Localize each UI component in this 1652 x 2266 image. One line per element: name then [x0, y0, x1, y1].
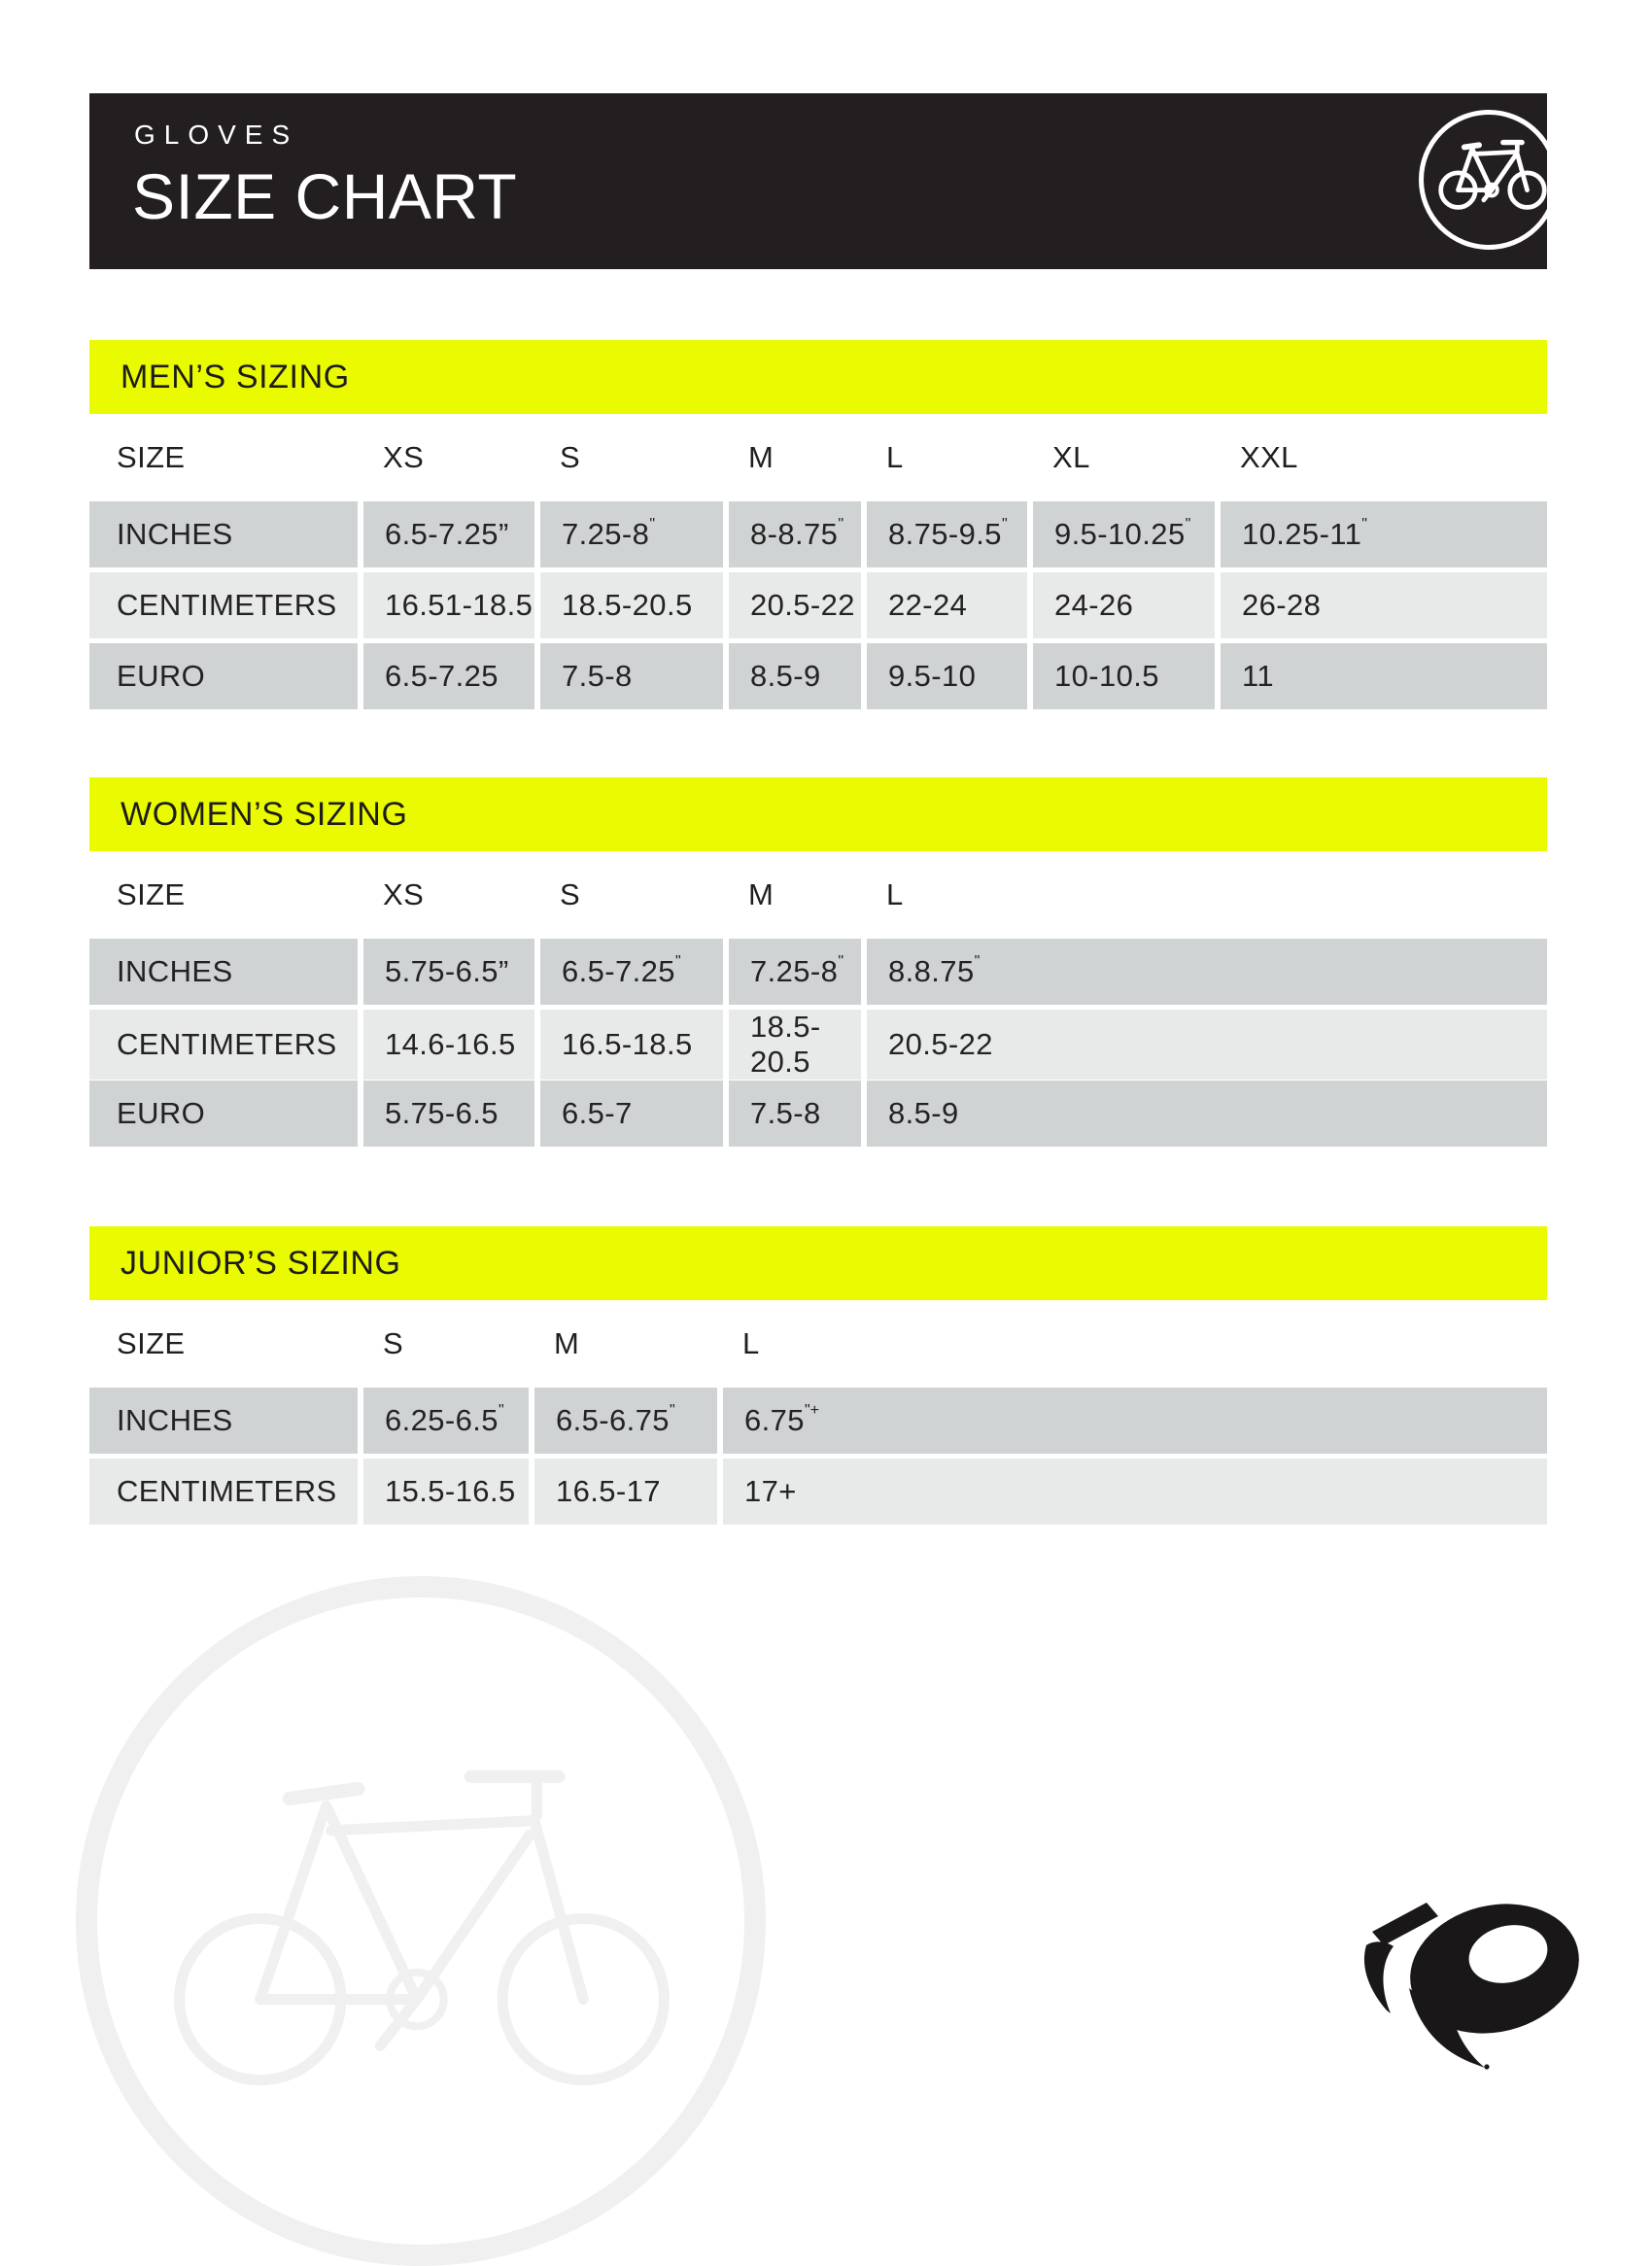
size-value-cell: 6.5-7.25: [363, 643, 534, 709]
size-value-cell: 10-10.5: [1033, 643, 1215, 709]
size-value-cell: 18.5-20.5: [540, 572, 723, 638]
size-value-cell: 8-8.75 ": [729, 501, 861, 567]
section-title: MEN’S SIZING: [120, 358, 350, 395]
section-title: WOMEN’S SIZING: [120, 795, 408, 833]
size-value-cell: 7.5-8: [729, 1081, 861, 1147]
pearl-izumi-logo: [1360, 1895, 1584, 2072]
row-label: EURO: [89, 1081, 358, 1147]
column-header-l: L: [886, 440, 904, 474]
size-value-cell: 18.5-20.5: [729, 1010, 861, 1080]
size-value-cell: 8.8.75 ": [867, 939, 1547, 1005]
size-value-cell: 5.75-6.5”: [363, 939, 534, 1005]
column-header-m: M: [554, 1326, 580, 1360]
row-label: CENTIMETERS: [89, 572, 358, 638]
table-row-euro: [89, 1081, 1547, 1147]
size-value-cell: 16.51-18.5: [363, 572, 534, 638]
size-chart-content: [89, 269, 1547, 1525]
column-header-xs: XS: [383, 877, 425, 911]
size-header-row: [89, 851, 1547, 939]
row-label: CENTIMETERS: [89, 1459, 358, 1525]
size-value-cell: 20.5-22: [729, 572, 861, 638]
row-label: CENTIMETERS: [89, 1010, 358, 1080]
size-value-cell: 26-28: [1221, 572, 1547, 638]
column-header-m: M: [748, 877, 774, 911]
size-value-cell: 7.25-8 ": [540, 501, 723, 567]
size-value-cell: 17+: [723, 1459, 1547, 1525]
bicycle-icon: [1438, 134, 1547, 212]
column-header-s: S: [383, 1326, 404, 1360]
row-label: INCHES: [89, 939, 358, 1005]
table-row-euro: [89, 643, 1547, 709]
size-value-cell: 6.75 "+: [723, 1388, 1547, 1454]
column-header-m: M: [748, 440, 774, 474]
size-value-cell: 8.5-9: [729, 643, 861, 709]
size-value-cell: 11: [1221, 643, 1547, 709]
size-value-cell: 6.5-7: [540, 1081, 723, 1147]
section-title: JUNIOR’S SIZING: [120, 1244, 401, 1282]
section-header-juniors: [89, 1226, 1547, 1300]
juniors-sizing-section: [89, 1226, 1547, 1525]
table-row-centimeters: [89, 572, 1547, 638]
size-value-cell: 22-24: [867, 572, 1027, 638]
size-value-cell: 6.5-7.25 ": [540, 939, 723, 1005]
size-value-cell: 20.5-22: [867, 1010, 1547, 1080]
table-row-centimeters: [89, 1010, 1547, 1079]
size-value-cell: 16.5-18.5: [540, 1010, 723, 1080]
header-kicker: GLOVES: [134, 120, 299, 150]
header-banner: [89, 93, 1547, 269]
column-header-s: S: [560, 440, 581, 474]
size-table: [89, 501, 1547, 709]
column-header-l: L: [742, 1326, 760, 1360]
womens-sizing-section: [89, 777, 1547, 1147]
size-table: [89, 939, 1547, 1147]
table-row-centimeters: [89, 1459, 1547, 1525]
size-value-cell: 6.25-6.5 ": [363, 1388, 529, 1454]
column-header-l: L: [886, 877, 904, 911]
size-value-cell: 6.5-6.75 ": [534, 1388, 717, 1454]
size-value-cell: 5.75-6.5: [363, 1081, 534, 1147]
size-table: [89, 1388, 1547, 1525]
size-value-cell: 7.25-8 ": [729, 939, 861, 1005]
size-value-cell: 15.5-16.5: [363, 1459, 529, 1525]
table-row-inches: [89, 939, 1547, 1005]
page-title: SIZE CHART: [132, 160, 518, 232]
table-row-inches: [89, 501, 1547, 567]
bicycle-watermark-icon: [167, 1737, 676, 2100]
row-label: EURO: [89, 643, 358, 709]
column-header-xl: XL: [1052, 440, 1090, 474]
column-header-s: S: [560, 877, 581, 911]
size-value-cell: 24-26: [1033, 572, 1215, 638]
size-column-label: SIZE: [117, 1326, 186, 1360]
column-header-xxl: XXL: [1240, 440, 1298, 474]
size-value-cell: 14.6-16.5: [363, 1010, 534, 1080]
row-label: INCHES: [89, 501, 358, 567]
row-label: INCHES: [89, 1388, 358, 1454]
size-value-cell: 10.25-11 ": [1221, 501, 1547, 567]
size-value-cell: 9.5-10.25 ": [1033, 501, 1215, 567]
size-value-cell: 16.5-17: [534, 1459, 717, 1525]
mens-sizing-section: [89, 340, 1547, 709]
table-row-inches: [89, 1388, 1547, 1454]
size-header-row: [89, 1300, 1547, 1388]
size-value-cell: 6.5-7.25”: [363, 501, 534, 567]
size-value-cell: 8.5-9: [867, 1081, 1547, 1147]
section-header-womens: [89, 777, 1547, 851]
size-header-row: [89, 414, 1547, 501]
size-column-label: SIZE: [117, 440, 186, 474]
size-value-cell: 7.5-8: [540, 643, 723, 709]
size-value-cell: 8.75-9.5 ": [867, 501, 1027, 567]
column-header-xs: XS: [383, 440, 425, 474]
section-header-mens: [89, 340, 1547, 414]
size-column-label: SIZE: [117, 877, 186, 911]
size-value-cell: 9.5-10: [867, 643, 1027, 709]
